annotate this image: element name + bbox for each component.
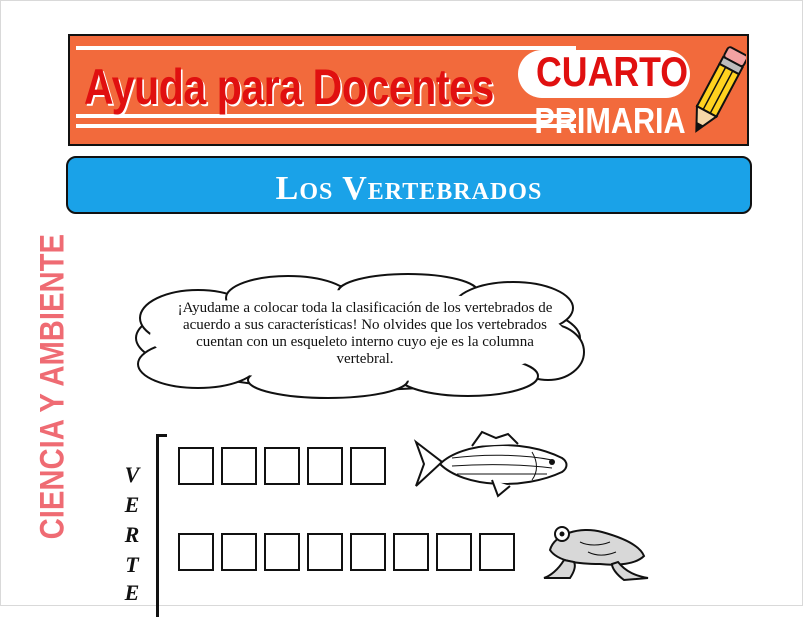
topic-bar [66,156,752,214]
vertical-letter: E [124,580,140,605]
answer-box[interactable] [393,533,429,571]
subject-side-label: CIENCIA Y AMBIENTE [33,233,72,540]
vertical-letter: T [125,552,139,577]
answer-box[interactable] [350,533,386,571]
vertical-letter: R [124,522,140,547]
answer-box[interactable] [264,447,300,485]
answer-box[interactable] [436,533,472,571]
answer-box[interactable] [479,533,515,571]
answer-row-fish [178,447,386,485]
answer-box[interactable] [178,533,214,571]
answer-box[interactable] [350,447,386,485]
banner-title: Ayuda para Docentes [84,59,494,115]
header-banner [68,34,749,146]
answer-box[interactable] [264,533,300,571]
cloud-message: ¡Ayudame a colocar toda la clasificación de los vertebrados de acuerdo a sus características! No olvides que los vertebrados cuentan con un esqueleto interno cuyo eje es la columna vertebral. [177,300,553,367]
pencil-icon [688,40,746,144]
banner-stripe [76,46,576,50]
answer-box[interactable] [307,447,343,485]
grade-line-2: PRIMARIA [534,100,686,141]
answer-box[interactable] [178,447,214,485]
banner-stripe [76,124,576,128]
answer-box[interactable] [307,533,343,571]
topic-title: Los Vertebrados [275,170,543,207]
fish-icon [412,428,574,502]
answer-box[interactable] [221,447,257,485]
frog-icon [540,516,652,584]
vertical-letter: V [124,462,140,487]
vertical-letter: E [124,492,140,517]
grade-line-1: CUARTO [536,48,689,95]
answer-row-frog [178,533,515,571]
answer-box[interactable] [221,533,257,571]
worksheet-bracket [156,434,167,617]
